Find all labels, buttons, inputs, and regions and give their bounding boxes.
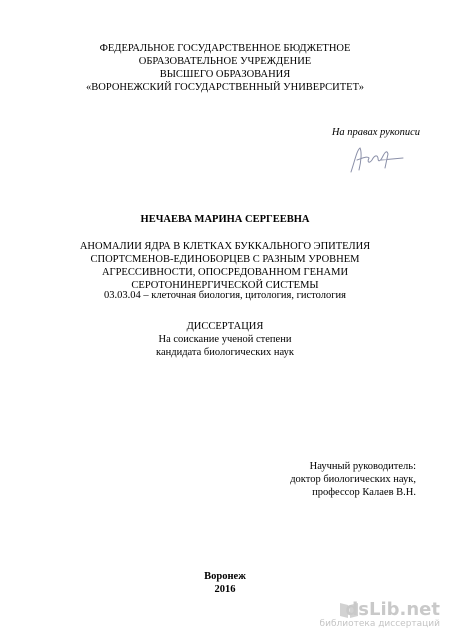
degree-line: ДИССЕРТАЦИЯ <box>186 321 264 332</box>
institution-line: ФЕДЕРАЛЬНОЕ ГОСУДАРСТВЕННОЕ БЮДЖЕТНОЕ <box>99 43 351 54</box>
handwritten-signature <box>347 142 405 178</box>
title-line: АНОМАЛИИ ЯДРА В КЛЕТКАХ БУККАЛЬНОГО ЭПИТЕЛИЯ <box>79 241 371 252</box>
supervisor-line: профессор Калаев В.Н. <box>312 487 416 498</box>
manuscript-rights-note: На правах рукописи <box>331 127 420 138</box>
watermark-brand: dsLib.net <box>345 599 440 620</box>
institution-line: «ВОРОНЕЖСКИЙ ГОСУДАРСТВЕННЫЙ УНИВЕРСИТЕТ» <box>86 82 364 93</box>
degree-line: кандидата биологических наук <box>156 347 294 358</box>
year: 2016 <box>214 584 236 595</box>
degree-block <box>0 320 450 359</box>
dissertation-title <box>0 240 450 292</box>
city: Воронеж <box>204 571 246 582</box>
watermark-tagline: библиотека диссертаций <box>319 619 440 629</box>
supervisor-line: Научный руководитель: <box>309 461 416 472</box>
degree-line: На соискание ученой степени <box>158 334 292 345</box>
footer-block <box>0 570 450 596</box>
title-line: СПОРТСМЕНОВ-ЕДИНОБОРЦЕВ С РАЗНЫМ УРОВНЕМ <box>90 254 360 265</box>
title-line: АГРЕССИВНОСТИ, ОПОСРЕДОВАННОМ ГЕНАМИ <box>101 267 349 278</box>
supervisor-block <box>290 460 416 499</box>
institution-line: ОБРАЗОВАТЕЛЬНОЕ УЧРЕЖДЕНИЕ <box>138 56 312 67</box>
author-name: НЕЧАЕВА МАРИНА СЕРГЕЕВНА <box>140 214 310 225</box>
title-line: СЕРОТОНИНЕРГИЧЕСКОЙ СИСТЕМЫ <box>131 280 319 291</box>
supervisor-line: доктор биологических наук, <box>290 474 416 485</box>
specialty-block <box>0 289 450 302</box>
institution-line: ВЫСШЕГО ОБРАЗОВАНИЯ <box>159 69 291 80</box>
author-name-block <box>0 213 450 226</box>
specialty-code: 03.03.04 – клеточная биология, цитология, гистология <box>104 290 346 301</box>
institution-header <box>0 42 450 94</box>
watermark <box>319 599 442 631</box>
